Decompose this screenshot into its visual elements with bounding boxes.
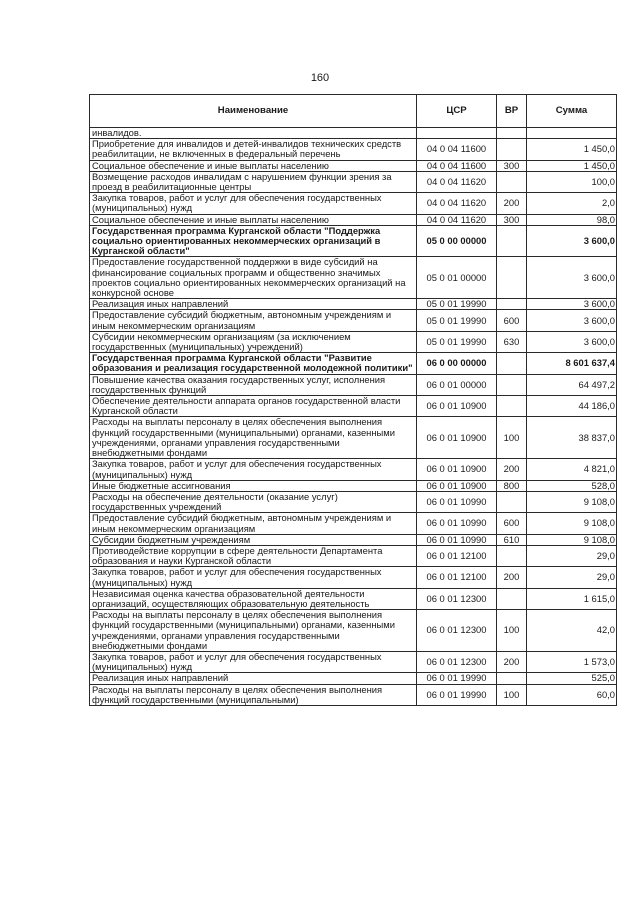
table-row <box>90 673 617 684</box>
cell-vr: 200 <box>497 193 527 214</box>
cell-csr: 06 0 01 10990 <box>417 491 497 512</box>
table-row <box>90 684 617 705</box>
table-row <box>90 160 617 171</box>
cell-vr <box>497 673 527 684</box>
cell-name: Независимая оценка качества образовательной деятельности организаций, осуществляющих образовательную деятельность <box>90 588 417 609</box>
table-row <box>90 459 617 480</box>
header-vr: ВР <box>497 95 527 128</box>
cell-name: Расходы на обеспечение деятельности (оказание услуг) государственных учреждений <box>90 491 417 512</box>
cell-sum: 60,0 <box>527 684 617 705</box>
table-row <box>90 310 617 331</box>
cell-name: Закупка товаров, работ и услуг для обеспечения государственных (муниципальных) нужд <box>90 651 417 672</box>
table-row <box>90 214 617 225</box>
cell-name: Предоставление государственной поддержки в виде субсидий на финансирование социальных программ и общественно значимых проектов социально ориентированных некоммерческих организаций на конкурсной основе <box>90 257 417 299</box>
cell-name: Субсидии некоммерческим организациям (за исключением государственных (муниципальных) учреждений) <box>90 331 417 352</box>
table-row <box>90 225 617 257</box>
cell-name: Повышение качества оказания государственных услуг, исполнения государственных функций <box>90 374 417 395</box>
cell-csr: 06 0 01 12300 <box>417 610 497 652</box>
cell-sum: 38 837,0 <box>527 417 617 459</box>
table-row <box>90 331 617 352</box>
table-row <box>90 491 617 512</box>
cell-name: Закупка товаров, работ и услуг для обеспечения государственных (муниципальных) нужд <box>90 459 417 480</box>
table-row <box>90 480 617 491</box>
cell-vr: 200 <box>497 459 527 480</box>
table-row <box>90 396 617 417</box>
cell-csr: 06 0 01 19990 <box>417 673 497 684</box>
cell-name: Субсидии бюджетным учреждениям <box>90 534 417 545</box>
cell-csr: 06 0 01 10990 <box>417 534 497 545</box>
cell-sum: 42,0 <box>527 610 617 652</box>
cell-sum: 3 600,0 <box>527 310 617 331</box>
cell-csr: 06 0 01 10990 <box>417 513 497 534</box>
cell-sum: 1 615,0 <box>527 588 617 609</box>
cell-vr: 200 <box>497 651 527 672</box>
cell-csr: 06 0 01 10900 <box>417 459 497 480</box>
cell-vr: 300 <box>497 160 527 171</box>
cell-sum: 4 821,0 <box>527 459 617 480</box>
cell-sum: 98,0 <box>527 214 617 225</box>
table-row <box>90 299 617 310</box>
cell-csr: 06 0 01 10900 <box>417 396 497 417</box>
cell-csr: 06 0 01 00000 <box>417 374 497 395</box>
table-row <box>90 193 617 214</box>
cell-name: Иные бюджетные ассигнования <box>90 480 417 491</box>
cell-sum: 9 108,0 <box>527 513 617 534</box>
cell-sum: 1 450,0 <box>527 160 617 171</box>
cell-sum: 3 600,0 <box>527 331 617 352</box>
table-row <box>90 374 617 395</box>
cell-name: Закупка товаров, работ и услуг для обеспечения государственных (муниципальных) нужд <box>90 193 417 214</box>
cell-csr: 06 0 01 19990 <box>417 684 497 705</box>
cell-sum: 1 450,0 <box>527 139 617 160</box>
cell-sum: 2,0 <box>527 193 617 214</box>
cell-name: Обеспечение деятельности аппарата органов государственной власти Курганской области <box>90 396 417 417</box>
cell-vr: 300 <box>497 214 527 225</box>
table-row <box>90 353 617 374</box>
cell-csr: 06 0 01 12100 <box>417 567 497 588</box>
budget-table <box>89 94 617 706</box>
table-row <box>90 534 617 545</box>
table-row <box>90 128 617 139</box>
table-row <box>90 651 617 672</box>
cell-csr: 06 0 01 12100 <box>417 545 497 566</box>
table-row <box>90 610 617 652</box>
header-name: Наименование <box>90 95 417 128</box>
cell-name: Приобретение для инвалидов и детей-инвалидов технических средств реабилитации, не включенных в федеральный перечень <box>90 139 417 160</box>
cell-vr: 100 <box>497 684 527 705</box>
cell-vr <box>497 396 527 417</box>
cell-name: Социальное обеспечение и иные выплаты населению <box>90 214 417 225</box>
table-row <box>90 257 617 299</box>
cell-vr: 200 <box>497 567 527 588</box>
cell-csr: 06 0 01 10900 <box>417 417 497 459</box>
cell-name: Предоставление субсидий бюджетным, автономным учреждениям и иным некоммерческим организациям <box>90 513 417 534</box>
cell-sum: 29,0 <box>527 545 617 566</box>
cell-csr: 05 0 00 00000 <box>417 225 497 257</box>
cell-sum: 525,0 <box>527 673 617 684</box>
cell-sum: 1 573,0 <box>527 651 617 672</box>
cell-name: Расходы на выплаты персоналу в целях обеспечения выполнения функций государственными (муниципальными) органами, казенными учреждениями, органами управления государственными внебюджетными фондами <box>90 417 417 459</box>
cell-sum: 44 186,0 <box>527 396 617 417</box>
cell-name: Закупка товаров, работ и услуг для обеспечения государственных (муниципальных) нужд <box>90 567 417 588</box>
cell-vr <box>497 299 527 310</box>
cell-csr: 04 0 04 11600 <box>417 160 497 171</box>
cell-sum: 528,0 <box>527 480 617 491</box>
cell-sum: 100,0 <box>527 171 617 192</box>
cell-vr <box>497 128 527 139</box>
table-row <box>90 139 617 160</box>
table-row <box>90 588 617 609</box>
cell-vr <box>497 374 527 395</box>
table-row <box>90 171 617 192</box>
cell-name: Расходы на выплаты персоналу в целях обеспечения выполнения функций государственными (муниципальными) органами, казенными учреждениями, органами управления государственными внебюджетными фондами <box>90 610 417 652</box>
cell-csr: 04 0 04 11620 <box>417 171 497 192</box>
page-number: 160 <box>310 72 330 84</box>
cell-csr: 06 0 00 00000 <box>417 353 497 374</box>
cell-csr: 05 0 01 19990 <box>417 299 497 310</box>
table-header-row <box>90 95 617 128</box>
cell-csr: 05 0 01 19990 <box>417 331 497 352</box>
table-body <box>90 128 617 706</box>
cell-csr: 06 0 01 10900 <box>417 480 497 491</box>
cell-csr: 04 0 04 11620 <box>417 193 497 214</box>
cell-name: Государственная программа Курганской области "Развитие образования и реализация государственной молодежной политики" <box>90 353 417 374</box>
cell-vr: 600 <box>497 513 527 534</box>
cell-vr: 630 <box>497 331 527 352</box>
cell-sum: 29,0 <box>527 567 617 588</box>
cell-csr <box>417 128 497 139</box>
table-row <box>90 567 617 588</box>
cell-csr: 05 0 01 19990 <box>417 310 497 331</box>
cell-sum: 3 600,0 <box>527 257 617 299</box>
table-row <box>90 513 617 534</box>
cell-name: Расходы на выплаты персоналу в целях обеспечения выполнения функций государственными (муниципальными) <box>90 684 417 705</box>
table-row <box>90 545 617 566</box>
cell-vr <box>497 588 527 609</box>
cell-name: Реализация иных направлений <box>90 299 417 310</box>
cell-csr: 04 0 04 11600 <box>417 139 497 160</box>
cell-vr: 800 <box>497 480 527 491</box>
cell-sum: 9 108,0 <box>527 491 617 512</box>
cell-vr: 100 <box>497 417 527 459</box>
cell-vr <box>497 491 527 512</box>
cell-csr: 05 0 01 00000 <box>417 257 497 299</box>
cell-sum: 64 497,2 <box>527 374 617 395</box>
cell-vr <box>497 171 527 192</box>
cell-vr <box>497 139 527 160</box>
cell-vr <box>497 545 527 566</box>
cell-vr: 600 <box>497 310 527 331</box>
cell-vr <box>497 257 527 299</box>
cell-vr <box>497 353 527 374</box>
cell-vr: 100 <box>497 610 527 652</box>
cell-name: Противодействие коррупции в сфере деятельности Департамента образования и науки Курганской области <box>90 545 417 566</box>
cell-name: Предоставление субсидий бюджетным, автономным учреждениям и иным некоммерческим организациям <box>90 310 417 331</box>
cell-name: Социальное обеспечение и иные выплаты населению <box>90 160 417 171</box>
header-sum: Сумма <box>527 95 617 128</box>
cell-sum <box>527 128 617 139</box>
cell-name: Государственная программа Курганской области "Поддержка социально ориентированных некоммерческих организаций в Курганской области" <box>90 225 417 257</box>
cell-sum: 3 600,0 <box>527 299 617 310</box>
cell-sum: 8 601 637,4 <box>527 353 617 374</box>
cell-name: Реализация иных направлений <box>90 673 417 684</box>
cell-name: инвалидов. <box>90 128 417 139</box>
cell-csr: 06 0 01 12300 <box>417 651 497 672</box>
cell-sum: 9 108,0 <box>527 534 617 545</box>
cell-csr: 06 0 01 12300 <box>417 588 497 609</box>
cell-csr: 04 0 04 11620 <box>417 214 497 225</box>
header-csr: ЦСР <box>417 95 497 128</box>
cell-vr <box>497 225 527 257</box>
cell-vr: 610 <box>497 534 527 545</box>
cell-name: Возмещение расходов инвалидам с нарушением функции зрения за проезд в реабилитационные центры <box>90 171 417 192</box>
table-row <box>90 417 617 459</box>
cell-sum: 3 600,0 <box>527 225 617 257</box>
